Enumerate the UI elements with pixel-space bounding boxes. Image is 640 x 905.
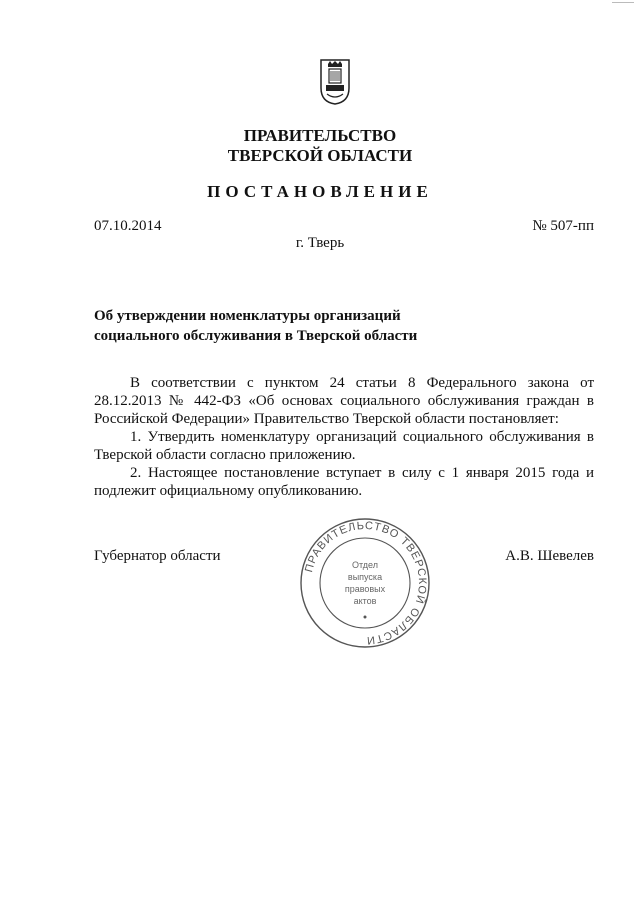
organization-name-line2: ТВЕРСКОЙ ОБЛАСТИ xyxy=(227,146,413,165)
scan-edge-mark xyxy=(612,2,634,3)
document-date: 07.10.2014 xyxy=(94,218,162,234)
svg-text:ПРАВИТЕЛЬСТВО ТВЕРСКОЙ ОБЛАСТИ: ПРАВИТЕЛЬСТВО ТВЕРСКОЙ ОБЛАСТИ xyxy=(303,519,429,647)
official-stamp xyxy=(298,516,432,650)
body-paragraph-item2: 2. Настоящее постановление вступает в силу с 1 января 2015 года и подлежит официальному опубликованию. xyxy=(94,465,594,499)
document-city: г. Тверь xyxy=(295,235,345,251)
document-type-title: ПОСТАНОВЛЕНИЕ xyxy=(207,182,433,201)
signatory-position: Губернатор области xyxy=(94,548,221,564)
signatory-name: А.В. Шевелев xyxy=(505,548,594,564)
document-body xyxy=(94,374,594,500)
subject-line1: Об утверждении номенклатуры организаций xyxy=(94,308,401,324)
subject-line2: социального обслуживания в Тверской области xyxy=(94,328,418,344)
svg-text:Отдел: Отдел xyxy=(351,560,379,570)
body-paragraph-preamble: В соответствии с пунктом 24 статьи 8 Федерального закона от 28.12.2013 № 442-ФЗ «Об основах социального обслуживания граждан в Российской Федерации» Правительство Тверской области постановляет: xyxy=(94,375,594,427)
document-number: № 507-пп xyxy=(532,218,594,234)
coat-of-arms-icon xyxy=(319,58,351,106)
body-paragraph-item1: 1. Утвердить номенклатуру организаций социального обслуживания в Тверской области согласно приложению. xyxy=(94,429,594,463)
svg-text:правовых: правовых xyxy=(344,584,386,594)
organization-name-line1: ПРАВИТЕЛЬСТВО xyxy=(243,126,397,145)
svg-text:актов: актов xyxy=(353,596,377,606)
svg-text:выпуска: выпуска xyxy=(347,572,383,582)
document-subject xyxy=(94,306,454,346)
